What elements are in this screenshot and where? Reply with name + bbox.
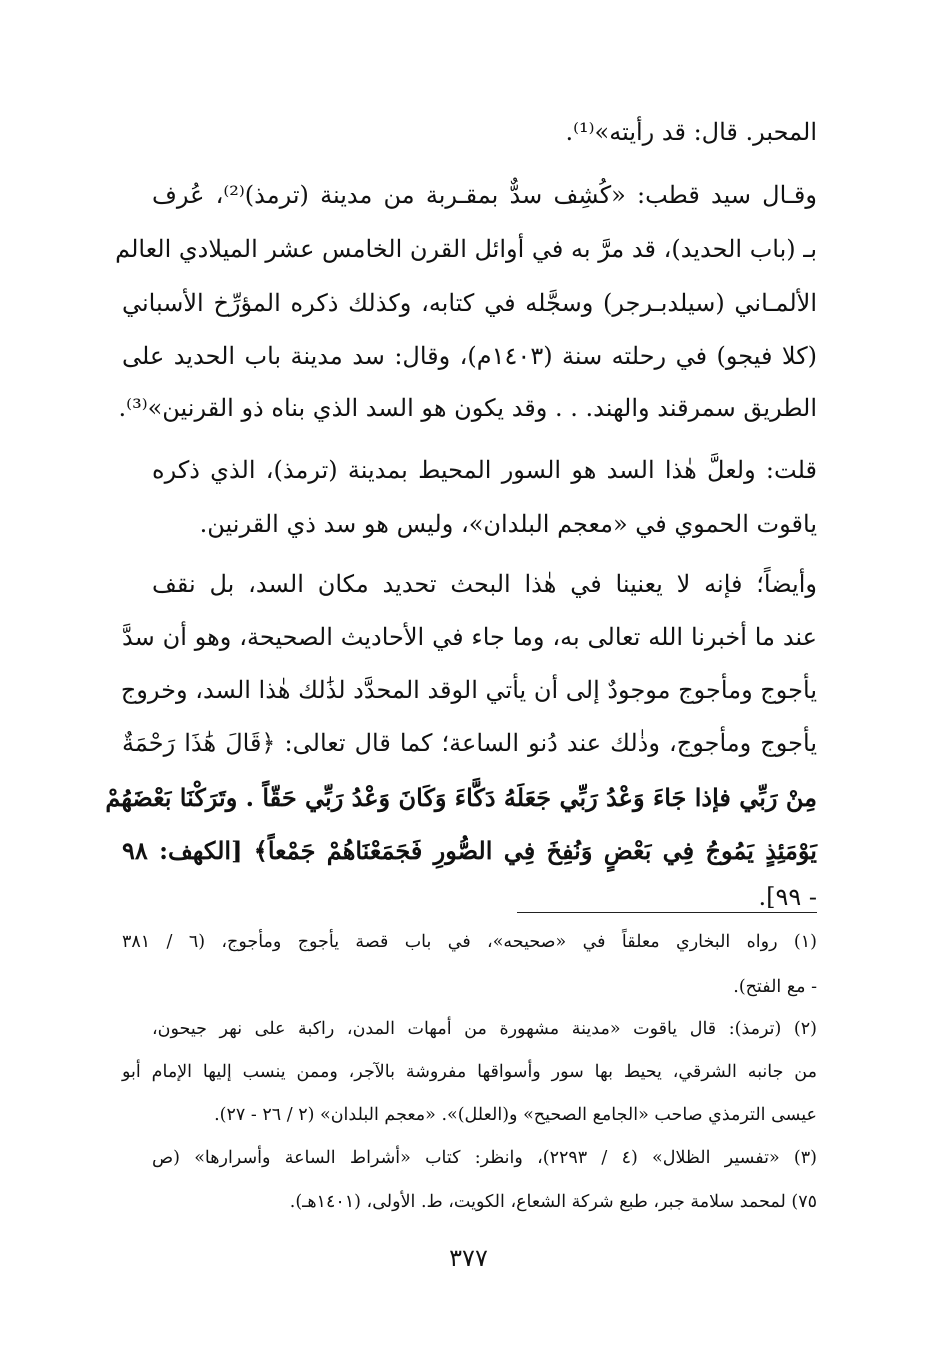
footnote-line: ٧٥) لمحمد سلامة جبر، طبع شركة الشعاع، الكويت، ط. الأولى، (١٤٠١هـ).: [289, 1192, 817, 1212]
body-line: بـ (باب الحديد)، قد مرَّ به في أوائل القرن الخامس عشر الميلادي العالم: [115, 235, 817, 263]
body-line: وقـال سيد قطب: «كُشِف سدٌّ بمقـربة من مدينة (ترمذ)⁽²⁾، عُرف: [152, 181, 817, 209]
body-line: المحبر. قال: قد رأيته»⁽¹⁾.: [565, 118, 817, 146]
body-line: يأجوج ومأجوج، وذٰلك عند دُنو الساعة؛ كما قال تعالى: ﴿قَالَ هَٰذَا رَحْمَةٌ: [122, 729, 818, 757]
body-line: الطريق سمرقند والهند. . . وقد يكون هو السد الذي بناه ذو القرنين»⁽³⁾.: [118, 394, 817, 422]
body-line: (كلا فيجو) في رحلته سنة (١٤٠٣م)، وقال: سد مدينة باب الحديد على: [122, 342, 817, 370]
footnote-line: من جانبه الشرقي، يحيط بها سور وأسواقها مفروشة بالآجر، وممن ينسب إليها الإمام أبو: [122, 1062, 817, 1082]
page-number: ٣٧٧: [449, 1244, 488, 1272]
body-line: عند ما أخبرنا الله تعالى به، وما جاء في الأحاديث الصحيحة، وهو أن سدَّ: [122, 623, 817, 651]
body-line: ياقوت الحموي في «معجم البلدان»، وليس هو سد ذي القرنين.: [199, 510, 817, 538]
footnote-separator: [517, 912, 817, 913]
footnote-line: (٣) «تفسير الظلال» (٤ / ٢٢٩٣)، وانظر: كتاب «أشراط الساعة وأسرارها» (ص: [152, 1148, 817, 1168]
body-line: الألمـاني (سيلدبـرجر) وسجَّله في كتابه، وكذلك ذكره المؤرِّخ الأسباني: [122, 289, 817, 317]
body-line: وأيضاً؛ فإنه لا يعنينا في هٰذا البحث تحديد مكان السد، بل نقف: [152, 570, 817, 598]
quran-verse-line: يَوْمَئِذٍ يَمُوجُ فِي بَعْضٍ وَنُفِخَ فِي الصُّورِ فَجَمَعْنَاهُمْ جَمْعاً﴾ [الكهف: ٩٨: [122, 836, 817, 865]
footnote-line: - مع الفتح).: [733, 977, 817, 997]
quran-verse-line: مِنْ رَبِّي فإذا جَاءَ وَعْدُ رَبِّي جَعَلَهُ دَكَّاءَ وَكَانَ وَعْدُ رَبِّي حَقّاً . وتَرَكْنَا بَعْضَهُمْ: [105, 783, 817, 812]
body-line: - ٩٩].: [758, 883, 817, 911]
body-line: يأجوج ومأجوج موجودٌ إلى أن يأتي الوقد المحدَّد لذَٰلك هٰذا السد، وخروج: [120, 676, 817, 704]
body-line: قلت: ولعلَّ هٰذا السد هو السور المحيط بمدينة (ترمذ)، الذي ذكره: [152, 456, 817, 484]
footnote-line: عيسى الترمذي صاحب «الجامع الصحيح» و(العلل)». «معجم البلدان» (٢ / ٢٦ - ٢٧).: [214, 1105, 817, 1125]
footnote-line: (١) رواه البخاري معلقاً في «صحيحه»، في باب قصة يأجوج ومأجوج، (٦ / ٣٨١: [122, 932, 817, 952]
footnote-line: (٢) (ترمذ): قال ياقوت «مدينة مشهورة من أمهات المدن، راكبة على نهر جيحون،: [152, 1019, 817, 1039]
